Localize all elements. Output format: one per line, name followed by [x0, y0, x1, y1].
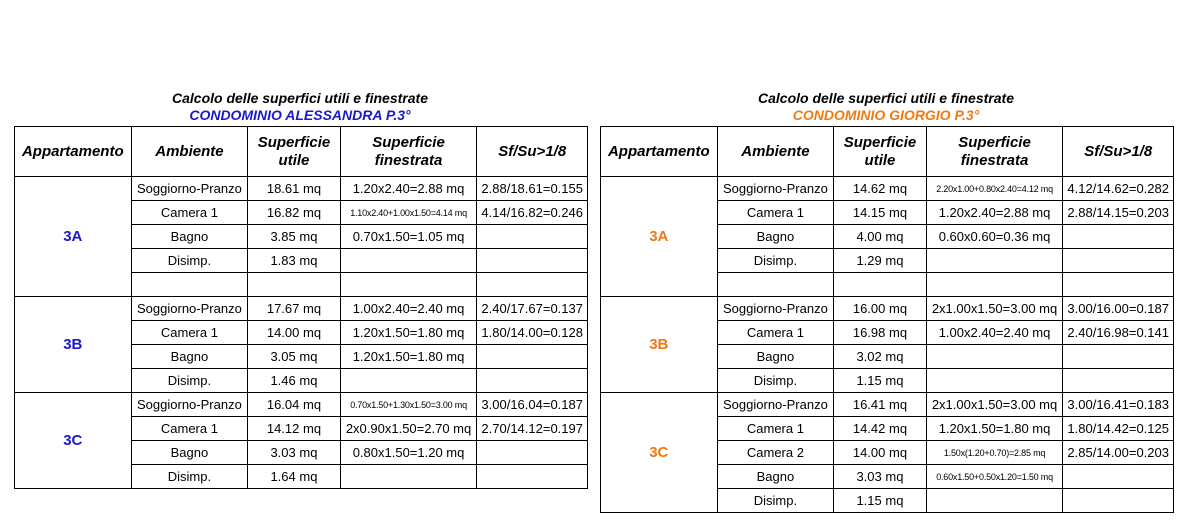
header-row	[601, 127, 1174, 177]
window-area-cell: 1.20x1.50=1.80 mq	[340, 345, 477, 369]
window-area-cell	[340, 273, 477, 297]
usable-area-cell: 14.62 mq	[834, 177, 926, 201]
room-name-cell: Bagno	[717, 465, 834, 489]
window-area-cell: 0.60x1.50+0.50x1.20=1.50 mq	[926, 465, 1063, 489]
ratio-cell: 2.40/17.67=0.137	[477, 297, 588, 321]
room-name-cell: Bagno	[131, 441, 248, 465]
usable-area-cell: 1.83 mq	[248, 249, 340, 273]
room-name-cell: Disimp.	[717, 489, 834, 513]
left-title: Calcolo delle superfici utili e finestrate	[172, 90, 428, 106]
right-table	[600, 126, 1174, 513]
ratio-cell: 4.14/16.82=0.246	[477, 201, 588, 225]
room-name-cell: Soggiorno-Pranzo	[131, 297, 248, 321]
right-subtitle: CONDOMINIO GIORGIO P.3°	[792, 107, 980, 123]
ratio-cell	[1063, 465, 1174, 489]
usable-area-cell: 1.15 mq	[834, 369, 926, 393]
usable-area-cell: 4.00 mq	[834, 225, 926, 249]
ratio-cell: 3.00/16.04=0.187	[477, 393, 588, 417]
ratio-cell	[1063, 489, 1174, 513]
room-name-cell	[131, 273, 248, 297]
window-area-cell: 2x1.00x1.50=3.00 mq	[926, 297, 1063, 321]
apartment-label: 3A	[601, 177, 718, 297]
window-area-cell: 2x0.90x1.50=2.70 mq	[340, 417, 477, 441]
apartment-label: 3B	[601, 297, 718, 393]
usable-area-cell: 14.15 mq	[834, 201, 926, 225]
left-heading	[100, 90, 500, 124]
usable-area-cell: 16.82 mq	[248, 201, 340, 225]
table-row	[601, 297, 1174, 321]
header-row	[15, 127, 588, 177]
window-area-cell	[340, 369, 477, 393]
ratio-cell	[1063, 249, 1174, 273]
usable-area-cell: 1.15 mq	[834, 489, 926, 513]
column-header: Superficie utile	[834, 127, 926, 177]
room-name-cell: Soggiorno-Pranzo	[717, 393, 834, 417]
room-name-cell: Bagno	[131, 225, 248, 249]
usable-area-cell: 16.00 mq	[834, 297, 926, 321]
right-heading	[686, 90, 1086, 124]
usable-area-cell: 1.46 mq	[248, 369, 340, 393]
usable-area-cell: 3.85 mq	[248, 225, 340, 249]
room-name-cell: Camera 1	[131, 201, 248, 225]
ratio-cell: 2.88/14.15=0.203	[1063, 201, 1174, 225]
usable-area-cell: 3.05 mq	[248, 345, 340, 369]
window-area-cell: 0.70x1.50=1.05 mq	[340, 225, 477, 249]
room-name-cell: Camera 1	[131, 417, 248, 441]
ratio-cell	[477, 465, 588, 489]
apartment-label: 3B	[15, 297, 132, 393]
window-area-cell: 0.80x1.50=1.20 mq	[340, 441, 477, 465]
ratio-cell: 1.80/14.42=0.125	[1063, 417, 1174, 441]
ratio-cell: 2.85/14.00=0.203	[1063, 441, 1174, 465]
usable-area-cell: 14.12 mq	[248, 417, 340, 441]
usable-area-cell: 1.29 mq	[834, 249, 926, 273]
room-name-cell: Soggiorno-Pranzo	[717, 297, 834, 321]
room-name-cell: Disimp.	[717, 369, 834, 393]
room-name-cell: Disimp.	[131, 369, 248, 393]
usable-area-cell	[834, 273, 926, 297]
window-area-cell: 2.20x1.00+0.80x2.40=4.12 mq	[926, 177, 1063, 201]
window-area-cell: 0.70x1.50+1.30x1.50=3.00 mq	[340, 393, 477, 417]
window-area-cell: 1.10x2.40+1.00x1.50=4.14 mq	[340, 201, 477, 225]
usable-area-cell: 1.64 mq	[248, 465, 340, 489]
left-subtitle: CONDOMINIO ALESSANDRA P.3°	[189, 107, 411, 123]
ratio-cell	[1063, 273, 1174, 297]
column-header: Sf/Su>1/8	[477, 127, 588, 177]
column-header: Superficie finestrata	[340, 127, 477, 177]
table-row	[15, 393, 588, 417]
window-area-cell: 1.20x1.50=1.80 mq	[926, 417, 1063, 441]
window-area-cell: 1.00x2.40=2.40 mq	[340, 297, 477, 321]
room-name-cell: Bagno	[131, 345, 248, 369]
column-header: Appartamento	[601, 127, 718, 177]
window-area-cell: 1.20x2.40=2.88 mq	[926, 201, 1063, 225]
room-name-cell: Soggiorno-Pranzo	[717, 177, 834, 201]
room-name-cell: Disimp.	[131, 249, 248, 273]
usable-area-cell: 3.03 mq	[834, 465, 926, 489]
table-row	[15, 297, 588, 321]
ratio-cell: 3.00/16.00=0.187	[1063, 297, 1174, 321]
column-header: Appartamento	[15, 127, 132, 177]
column-header: Superficie finestrata	[926, 127, 1063, 177]
window-area-cell	[926, 273, 1063, 297]
usable-area-cell: 18.61 mq	[248, 177, 340, 201]
ratio-cell	[477, 225, 588, 249]
apartment-label: 3A	[15, 177, 132, 297]
right-title: Calcolo delle superfici utili e finestrate	[758, 90, 1014, 106]
ratio-cell	[1063, 225, 1174, 249]
table-row	[15, 177, 588, 201]
usable-area-cell: 14.00 mq	[248, 321, 340, 345]
room-name-cell: Camera 2	[717, 441, 834, 465]
usable-area-cell: 3.03 mq	[248, 441, 340, 465]
usable-area-cell: 3.02 mq	[834, 345, 926, 369]
room-name-cell	[717, 273, 834, 297]
room-name-cell: Disimp.	[717, 249, 834, 273]
column-header: Superficie utile	[248, 127, 340, 177]
column-header: Ambiente	[717, 127, 834, 177]
room-name-cell: Camera 1	[131, 321, 248, 345]
window-area-cell: 2x1.00x1.50=3.00 mq	[926, 393, 1063, 417]
window-area-cell: 1.20x2.40=2.88 mq	[340, 177, 477, 201]
apartment-label: 3C	[601, 393, 718, 513]
column-header: Ambiente	[131, 127, 248, 177]
room-name-cell: Disimp.	[131, 465, 248, 489]
ratio-cell: 1.80/14.00=0.128	[477, 321, 588, 345]
window-area-cell: 1.00x2.40=2.40 mq	[926, 321, 1063, 345]
ratio-cell	[477, 441, 588, 465]
table-row	[601, 177, 1174, 201]
usable-area-cell: 14.00 mq	[834, 441, 926, 465]
window-area-cell	[926, 249, 1063, 273]
ratio-cell: 3.00/16.41=0.183	[1063, 393, 1174, 417]
usable-area-cell: 16.41 mq	[834, 393, 926, 417]
window-area-cell	[926, 345, 1063, 369]
room-name-cell: Camera 1	[717, 201, 834, 225]
ratio-cell: 2.70/14.12=0.197	[477, 417, 588, 441]
room-name-cell: Camera 1	[717, 417, 834, 441]
ratio-cell	[477, 345, 588, 369]
ratio-cell	[477, 273, 588, 297]
ratio-cell: 4.12/14.62=0.282	[1063, 177, 1174, 201]
window-area-cell: 1.50x(1.20+0.70)=2.85 mq	[926, 441, 1063, 465]
room-name-cell: Bagno	[717, 225, 834, 249]
room-name-cell: Soggiorno-Pranzo	[131, 393, 248, 417]
ratio-cell	[1063, 369, 1174, 393]
window-area-cell	[340, 249, 477, 273]
ratio-cell	[477, 249, 588, 273]
window-area-cell	[926, 489, 1063, 513]
ratio-cell	[1063, 345, 1174, 369]
ratio-cell: 2.88/18.61=0.155	[477, 177, 588, 201]
usable-area-cell	[248, 273, 340, 297]
ratio-cell: 2.40/16.98=0.141	[1063, 321, 1174, 345]
room-name-cell: Soggiorno-Pranzo	[131, 177, 248, 201]
table-row	[601, 393, 1174, 417]
window-area-cell	[340, 465, 477, 489]
left-table	[14, 126, 588, 489]
ratio-cell	[477, 369, 588, 393]
room-name-cell: Camera 1	[717, 321, 834, 345]
usable-area-cell: 17.67 mq	[248, 297, 340, 321]
usable-area-cell: 16.98 mq	[834, 321, 926, 345]
window-area-cell: 0.60x0.60=0.36 mq	[926, 225, 1063, 249]
window-area-cell	[926, 369, 1063, 393]
column-header: Sf/Su>1/8	[1063, 127, 1174, 177]
room-name-cell: Bagno	[717, 345, 834, 369]
window-area-cell: 1.20x1.50=1.80 mq	[340, 321, 477, 345]
usable-area-cell: 14.42 mq	[834, 417, 926, 441]
apartment-label: 3C	[15, 393, 132, 489]
usable-area-cell: 16.04 mq	[248, 393, 340, 417]
